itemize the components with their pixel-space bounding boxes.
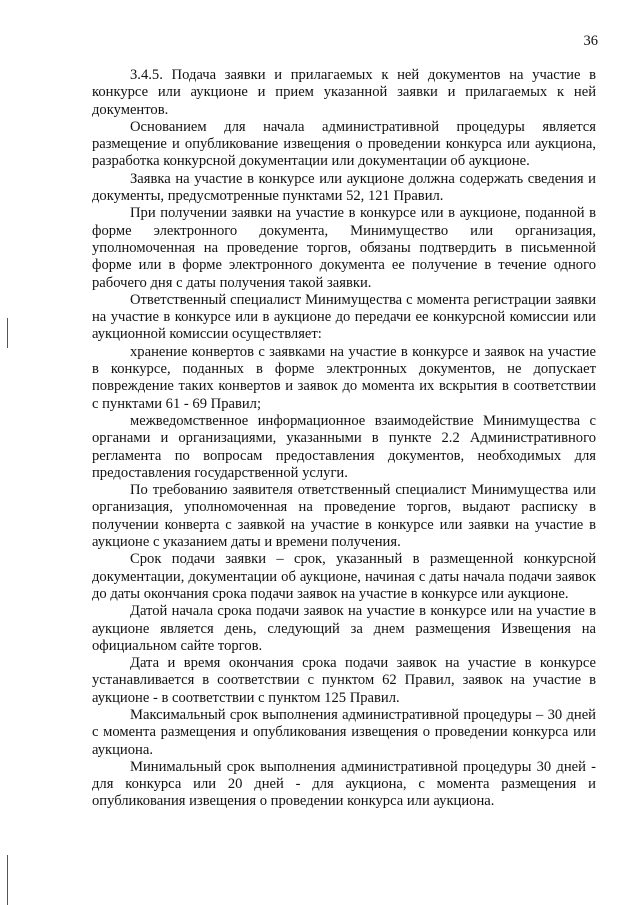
paragraph: хранение конвертов с заявками на участие в конкурсе и заявок на участие в конкурсе, поданных в форме электронных документов, не допускает повреждение таких конвертов и заявок до момента их вскрытия в соответствии с пунктами 61 - 69 Правил;	[92, 343, 596, 412]
paragraph: Минимальный срок выполнения административной процедуры 30 дней - для конкурса или 20 дней - для аукциона, с момента размещения и опубликования извещения о проведении конкурса или аукциона.	[92, 758, 596, 810]
paragraph: Максимальный срок выполнения административной процедуры – 30 дней с момента размещения и опубликования извещения о проведении конкурса или аукциона.	[92, 706, 596, 758]
document-body	[92, 67, 596, 811]
margin-mark-upper	[7, 318, 8, 348]
section-heading-paragraph: 3.4.5. Подача заявки и прилагаемых к ней документов на участие в конкурсе или аукционе и прием указанной заявки и прилагаемых к ней документов.	[92, 67, 596, 118]
paragraph: Срок подачи заявки – срок, указанный в размещенной конкурсной документации, документации об аукционе, начиная с даты начала подачи заявок до даты окончания срока подачи заявок на участие в конкурсе или аукционе.	[92, 551, 596, 602]
page-number: 36	[583, 33, 598, 49]
paragraph: По требованию заявителя ответственный специалист Минимущества или организация, уполномоченная на проведение торгов, выдают расписку в получении конверта с заявкой на участие в конкурсе или заявки на участие в аукционе с указанием даты и времени получения.	[92, 482, 596, 551]
paragraph: межведомственное информационное взаимодействие Минимущества с органами и организациями, указанными в пункте 2.2 Административного регламента по вопросам предоставления документов, необходимых для предоставления государственной услуги.	[92, 412, 596, 481]
paragraph: Дата и время окончания срока подачи заявок на участие в конкурсе устанавливается в соответствии с пунктом 62 Правил, заявок на участие в аукционе - в соответствии с пунктом 125 Правил.	[92, 655, 596, 706]
paragraph: Датой начала срока подачи заявок на участие в конкурсе или на участие в аукционе является день, следующий за днем размещения Извещения на официальном сайте торгов.	[92, 603, 596, 654]
margin-mark-lower	[7, 855, 8, 905]
paragraph: Заявка на участие в конкурсе или аукционе должна содержать сведения и документы, предусмотренные пунктами 52, 121 Правил.	[92, 170, 596, 205]
paragraph: При получении заявки на участие в конкурсе или в аукционе, поданной в форме электронного документа, Минимущество или организация, уполномоченная на проведение торгов, обязаны подтвердить в письменной форме или в форме электронного документа ее получение в течение одного рабочего дня с даты получения такой заявки.	[92, 205, 596, 291]
paragraph: Основанием для начала административной процедуры является размещение и опубликование извещения о проведении конкурса или аукциона, разработка конкурсной документации или документации об аукционе.	[92, 118, 596, 170]
paragraph: Ответственный специалист Минимущества с момента регистрации заявки на участие в конкурсе или в аукционе до передачи ее конкурсной комиссии или аукционной комиссии осуществляет:	[92, 291, 596, 343]
